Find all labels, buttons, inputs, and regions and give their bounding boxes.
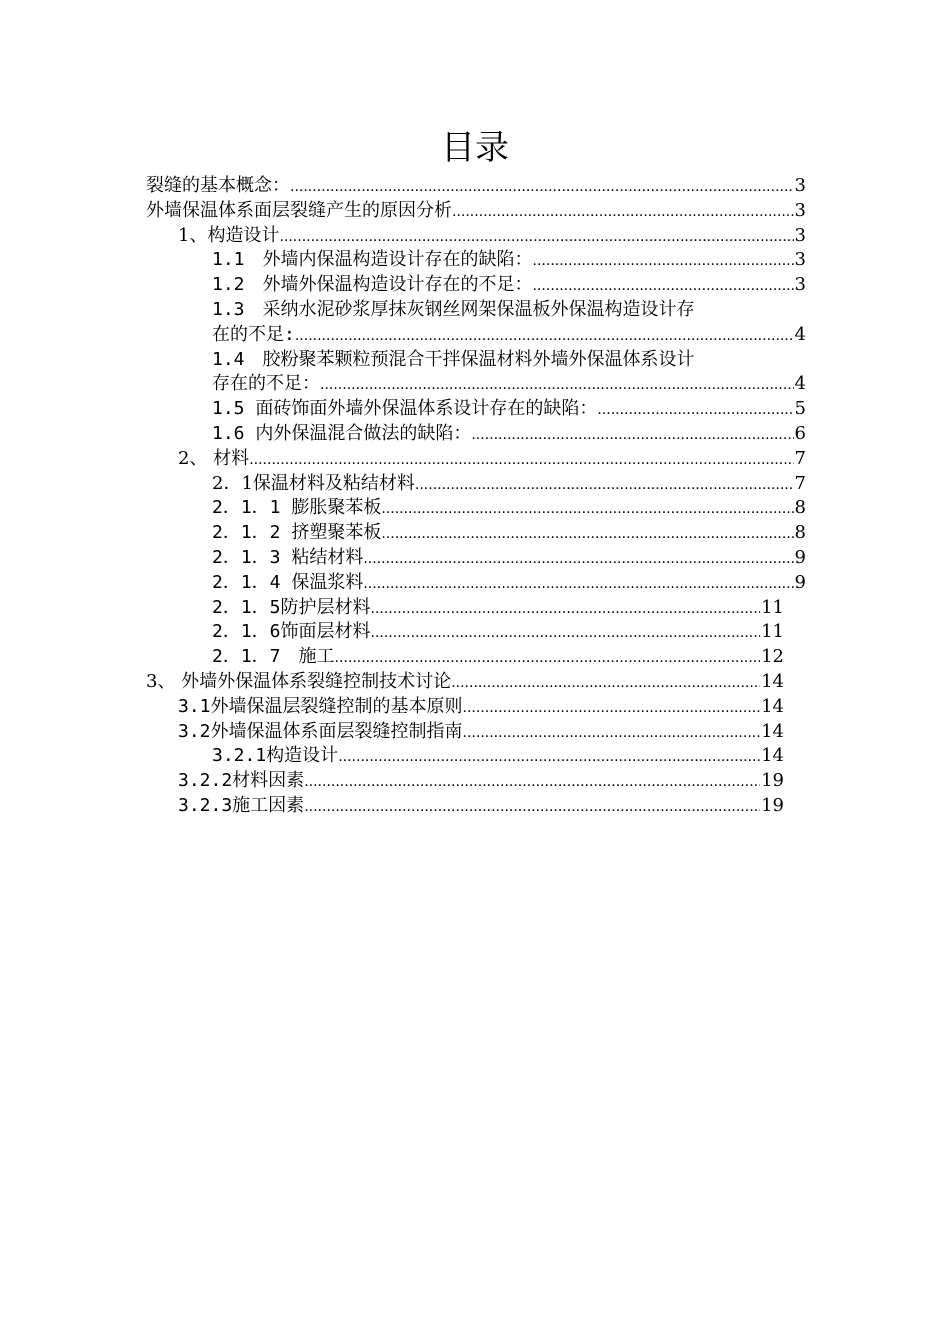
toc-entry-text: 2．1．2 挤塑聚苯板 [212,522,382,544]
toc-entry-text: 2．1．6饰面层材料 [212,621,371,643]
toc-entry[interactable] [146,397,806,422]
toc-page-number: 11 [761,621,784,643]
toc-entry[interactable] [146,496,806,521]
toc-page-number: 5 [794,398,806,420]
leader-dots [451,670,760,696]
toc-page-number: 9 [794,571,806,593]
toc-entry[interactable] [146,472,806,497]
toc-page-number: 9 [794,546,806,568]
toc-page-number: 14 [761,695,784,717]
leader-dots [371,596,761,622]
toc-page-number: 7 [794,472,806,494]
toc-page-number: 7 [794,447,806,469]
leader-dots [381,521,793,547]
toc-entry[interactable] [146,546,806,571]
toc-entry[interactable] [146,670,806,695]
toc-entry-text: 3.2.3施工因素 [178,794,305,816]
toc-entry[interactable] [146,224,806,249]
toc-entry-text-line2: 在的不足: [212,323,295,345]
toc-entry-text: 1、构造设计 [178,224,280,246]
table-of-contents [146,174,806,819]
toc-entry-text: 1.2 外墙外保温构造设计存在的不足： [212,274,533,296]
toc-entry-text: 2．1．4 保温浆料 [212,571,364,593]
leader-dots [304,794,760,820]
toc-entry[interactable] [146,422,806,447]
toc-page-number: 3 [794,175,806,196]
leader-dots [363,571,793,597]
toc-entry[interactable] [146,645,806,670]
toc-entry-text-line1: 1.4 胶粉聚苯颗粒预混合干拌保温材料外墙外保温体系设计 [212,348,695,370]
toc-page-number: 19 [761,794,784,816]
toc-entry-text: 2．1．7 施工 [212,646,335,668]
toc-page-number: 11 [761,596,784,618]
toc-entry-text: 1.5 面砖饰面外墙外保温体系设计存在的缺陷： [212,398,598,420]
toc-entry-text: 1.1 外墙内保温构造设计存在的缺陷： [212,249,533,271]
leader-dots [304,769,760,795]
leader-dots [335,645,761,671]
leader-dots [415,472,794,498]
toc-entry-text-line1: 1.3 采纳水泥砂浆厚抹灰钢丝网架保温板外保温构造设计存 [212,298,695,320]
toc-page-number: 14 [761,670,784,692]
toc-entry[interactable] [146,521,806,546]
toc-entry[interactable] [146,744,806,769]
toc-page-number: 3 [794,274,806,296]
toc-entry[interactable] [146,620,806,645]
toc-page-number: 8 [794,522,806,544]
toc-entry-text: 3.2.1构造设计 [212,745,339,767]
leader-dots [295,323,794,349]
toc-entry[interactable] [146,174,806,199]
toc-entry[interactable] [146,695,806,720]
toc-entry[interactable] [146,447,806,472]
leader-dots [279,224,793,250]
toc-entry-text: 2．1．1 膨胀聚苯板 [212,497,382,519]
toc-entry-text: 2．1．5防护层材料 [212,596,371,618]
toc-page-number: 3 [794,224,806,246]
toc-entry[interactable] [146,769,806,794]
toc-entry[interactable] [146,348,806,398]
toc-entry[interactable] [146,199,806,224]
toc-page-number: 4 [794,373,806,395]
toc-page-number: 8 [794,497,806,519]
leader-dots [533,248,794,274]
toc-entry-text: 2．1．3 粘结材料 [212,546,364,568]
toc-page-number: 19 [761,770,784,792]
toc-title: 目录 [441,128,509,168]
leader-dots [471,422,793,448]
toc-entry[interactable] [146,298,806,348]
toc-page-number: 12 [761,646,784,668]
toc-entry-text: 3、 外墙外保温体系裂缝控制技术讨论 [146,670,452,692]
leader-dots [338,744,760,770]
toc-entry-text: 裂缝的基本概念： [146,175,290,196]
toc-entry-text: 1.6 内外保温混合做法的缺陷： [212,422,472,444]
toc-entry[interactable] [146,794,806,819]
leader-dots [363,546,793,572]
toc-page-number: 4 [794,323,806,345]
toc-page-number: 3 [794,249,806,271]
toc-entry[interactable] [146,248,806,273]
leader-dots [320,372,794,398]
toc-entry[interactable] [146,596,806,621]
toc-entry-text: 2、 材料 [178,447,250,469]
toc-page-number: 6 [794,422,806,444]
leader-dots [371,620,761,646]
toc-entry-text: 外墙保温体系面层裂缝产生的原因分析 [146,199,452,221]
toc-page-number: 3 [794,199,806,221]
leader-dots [381,496,793,522]
leader-dots [249,447,793,473]
leader-dots [533,273,794,299]
toc-entry-text: 3.2.2材料因素 [178,770,305,792]
toc-entry[interactable] [146,571,806,596]
leader-dots [597,397,793,423]
toc-entry[interactable] [146,720,806,745]
leader-dots [452,199,794,225]
toc-page-number: 14 [761,745,784,767]
toc-entry-text: 3.1外墙保温层裂缝控制的基本原则 [178,695,463,717]
leader-dots [463,720,761,746]
toc-entry[interactable] [146,273,806,298]
leader-dots [463,695,761,721]
toc-entry-text: 2．1保温材料及粘结材料 [212,472,415,494]
toc-page-number: 14 [761,720,784,742]
toc-entry-text-line2: 存在的不足： [212,373,320,395]
toc-entry-text: 3.2外墙保温体系面层裂缝控制指南 [178,720,463,742]
leader-dots [290,174,794,200]
